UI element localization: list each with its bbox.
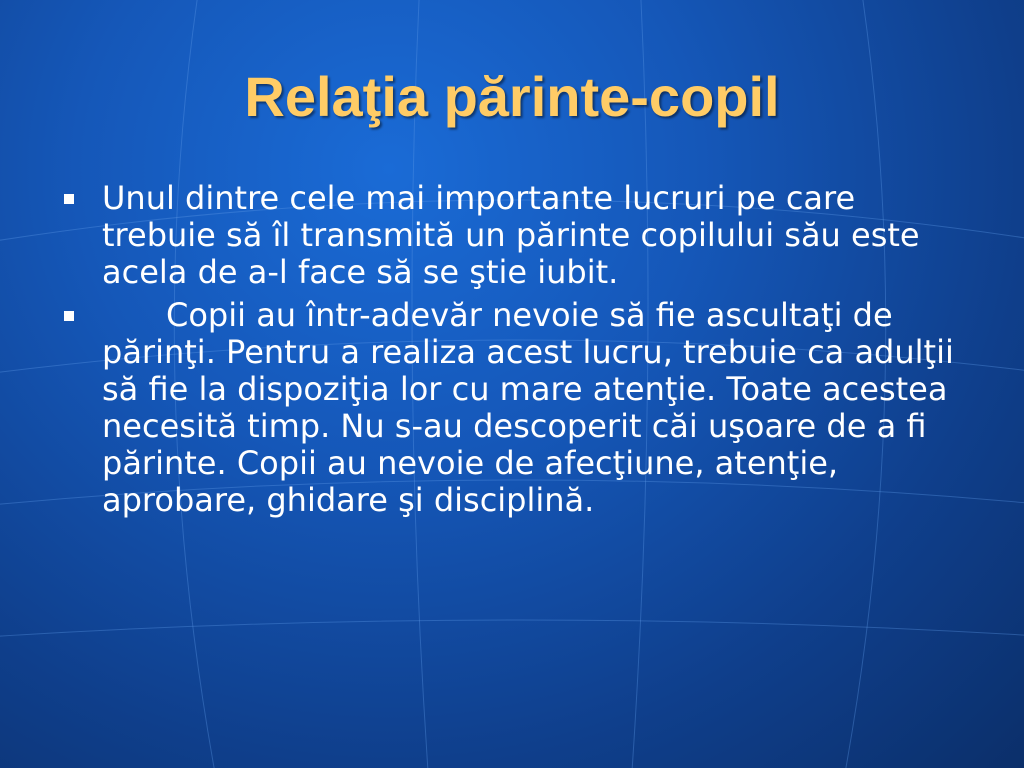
bullet-text: Unul dintre cele mai importante lucruri pe care trebuie să îl transmită un părinte copilului său este acela de a-l face să se ştie iubit. [102, 179, 920, 291]
bullet-text: Copii au într-adevăr nevoie să fie ascultaţi de părinţi. Pentru a realiza acest lucru, trebuie ca adulţii să fie la dispoziţia lor cu mare atenţie. Toate acestea necesită timp. Nu s-au descoperit căi uşoare de a fi părinte. Copii au nevoie de afecţiune, atenţie, aprobare, ghidare şi disciplină. [102, 296, 954, 519]
list-item [60, 297, 960, 519]
square-bullet-icon [64, 194, 74, 204]
square-bullet-icon [64, 311, 74, 321]
bullet-list [60, 180, 960, 525]
list-item [60, 180, 960, 291]
slide-title: Relaţia părinte-copil [244, 65, 780, 128]
